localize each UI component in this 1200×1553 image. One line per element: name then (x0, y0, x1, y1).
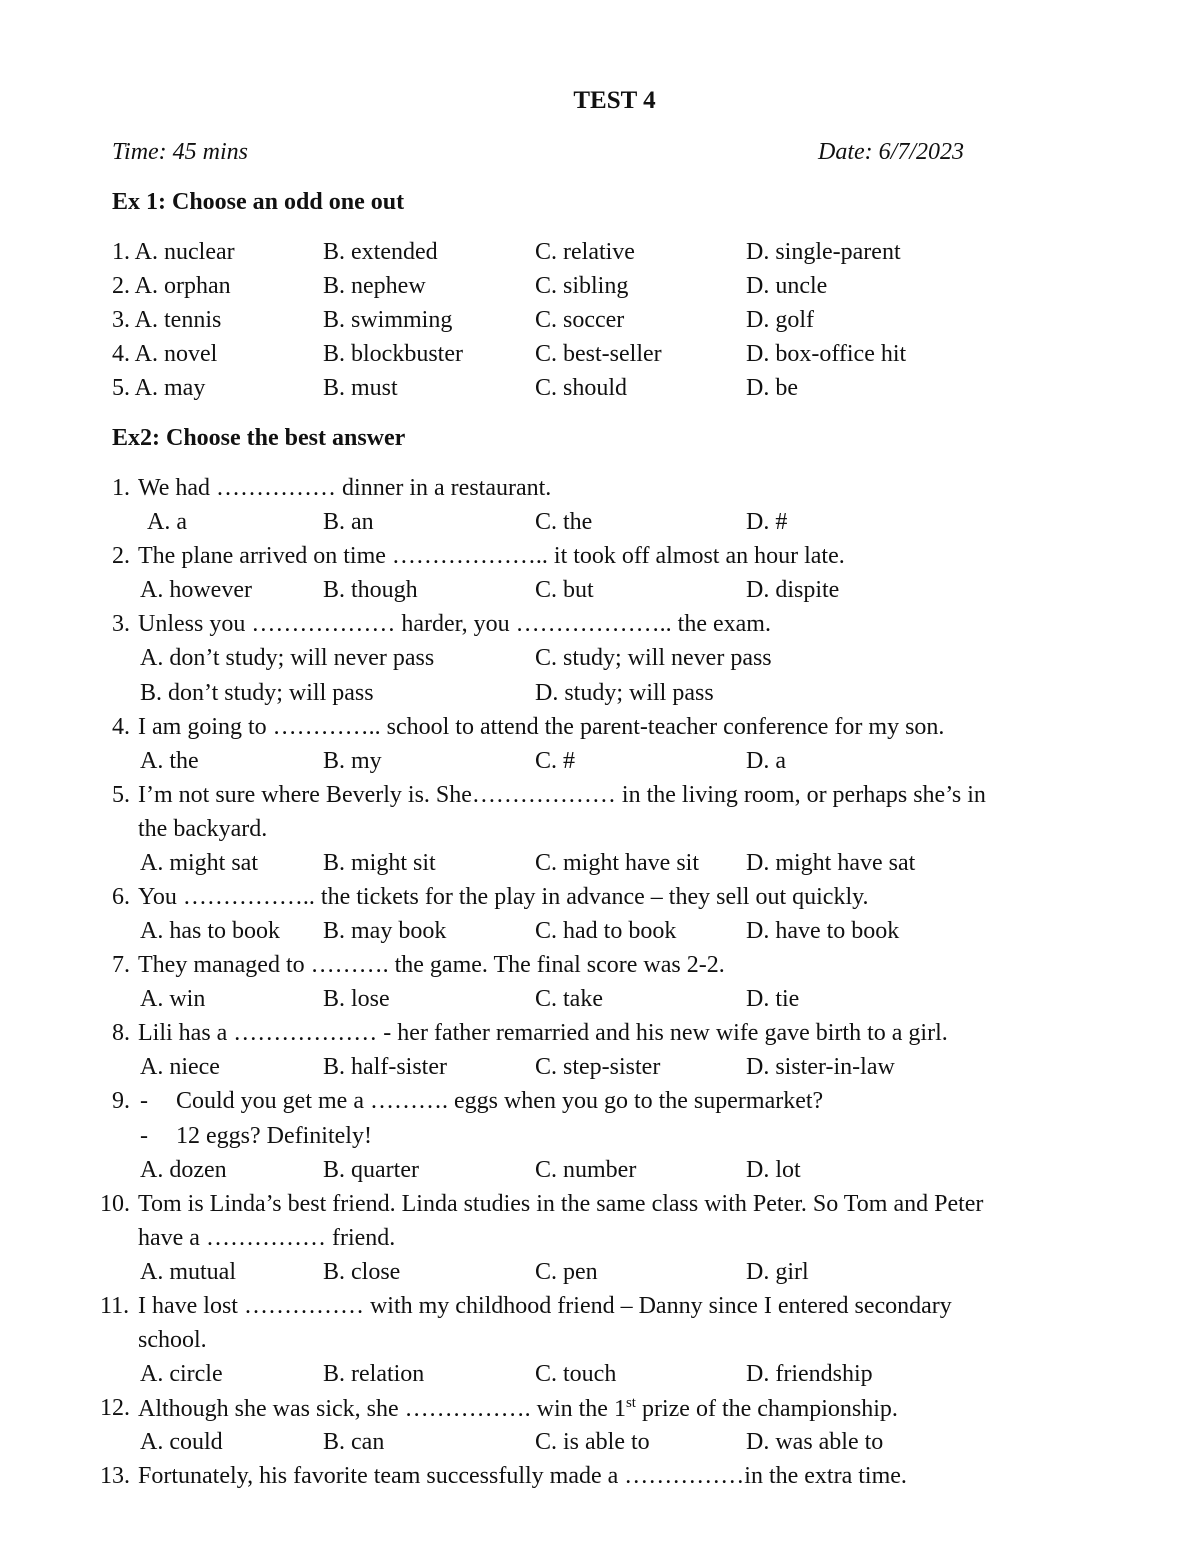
ex1-option: B. swimming (323, 307, 453, 333)
question-text: Could you get me a ………. eggs when you go to the supermarket? (176, 1088, 824, 1114)
question-text: Lili has a ……………… - her father remarried and his new wife gave birth to a girl. (138, 1020, 948, 1046)
answer-option: B. relation (323, 1361, 425, 1387)
answer-option: D. study; will pass (535, 680, 714, 706)
answer-option: C. take (535, 986, 603, 1012)
answer-option: A. niece (140, 1054, 220, 1080)
question-text: You …………….. the tickets for the play in advance – they sell out quickly. (138, 884, 869, 910)
ex1-option: 2. A. orphan (112, 273, 231, 299)
answer-option: D. dispite (746, 577, 840, 603)
question-text: The plane arrived on time ……………….. it took off almost an hour late. (138, 543, 845, 569)
answer-option: C. step-sister (535, 1054, 661, 1080)
answer-option: A. has to book (140, 918, 280, 944)
question-text (138, 1396, 898, 1421)
answer-option: C. the (535, 509, 593, 535)
question-text: Fortunately, his favorite team successfully made a ……………in the extra time. (138, 1463, 907, 1489)
page-title: TEST 4 (573, 87, 656, 114)
answer-option: C. but (535, 577, 594, 603)
question-number: 2. (112, 543, 130, 569)
dialogue-dash: - (140, 1088, 148, 1114)
ex1-heading: Ex 1: Choose an odd one out (112, 189, 405, 215)
ex1-option: C. soccer (535, 307, 625, 333)
answer-option: D. sister-in-law (746, 1054, 895, 1080)
answer-option: A. don’t study; will never pass (140, 645, 435, 671)
ex1-option: D. uncle (746, 273, 828, 299)
question-number: 8. (112, 1020, 130, 1046)
question-number: 7. (112, 952, 130, 978)
answer-option: A. mutual (140, 1259, 236, 1285)
question-number: 1. (112, 475, 130, 501)
answer-option: B. lose (323, 986, 390, 1012)
answer-option: D. have to book (746, 918, 900, 944)
answer-option: B. quarter (323, 1157, 419, 1183)
question-number: 12. (100, 1395, 130, 1421)
question-text: We had …………… dinner in a restaurant. (138, 475, 552, 501)
question-text-continued: 12 eggs? Definitely! (176, 1123, 372, 1149)
answer-option: A. could (140, 1429, 223, 1455)
answer-option: A. a (147, 509, 187, 535)
ex1-option: 3. A. tennis (112, 307, 222, 333)
ex1-option: B. nephew (323, 273, 426, 299)
question-number: 10. (100, 1191, 130, 1217)
ex1-option: D. single-parent (746, 239, 901, 265)
answer-option: D. girl (746, 1259, 809, 1285)
question-text-part: Although she was sick, she ……………. win the 1 (138, 1396, 626, 1422)
answer-option: C. study; will never pass (535, 645, 772, 671)
ex1-option: 1. A. nuclear (112, 239, 235, 265)
ex1-option: 4. A. novel (112, 341, 218, 367)
answer-option: D. lot (746, 1157, 801, 1183)
ex1-option: D. be (746, 375, 798, 401)
answer-option: B. close (323, 1259, 401, 1285)
answer-option: C. # (535, 748, 576, 774)
answer-option: B. might sit (323, 850, 436, 876)
ex1-option: D. box-office hit (746, 341, 907, 367)
answer-option: C. number (535, 1157, 637, 1183)
answer-option: C. is able to (535, 1429, 650, 1455)
ex1-option: C. relative (535, 239, 635, 265)
date-label: Date: 6/7/2023 (818, 139, 964, 165)
question-number: 11. (100, 1293, 130, 1319)
question-number: 4. (112, 714, 130, 740)
question-number: 5. (112, 782, 130, 808)
ex1-option: D. golf (746, 307, 814, 333)
answer-option: B. half-sister (323, 1054, 447, 1080)
answer-option: B. my (323, 748, 382, 774)
question-text: I have lost …………… with my childhood friend – Danny since I entered secondary (138, 1293, 952, 1319)
dialogue-dash: - (140, 1123, 148, 1149)
question-text-part: prize of the championship. (635, 1396, 898, 1422)
answer-option: C. pen (535, 1259, 598, 1285)
answer-option: D. was able to (746, 1429, 884, 1455)
answer-option: B. don’t study; will pass (140, 680, 374, 706)
ex1-option: 5. A. may (112, 375, 206, 401)
answer-option: B. an (323, 509, 374, 535)
answer-option: C. might have sit (535, 850, 699, 876)
question-number: 9. (112, 1088, 130, 1114)
question-text: Tom is Linda’s best friend. Linda studies in the same class with Peter. So Tom and Peter (138, 1191, 984, 1217)
answer-option: D. friendship (746, 1361, 873, 1387)
answer-option: B. though (323, 577, 418, 603)
ordinal-suffix: st (625, 1395, 636, 1411)
answer-option: A. might sat (140, 850, 258, 876)
ex1-option: C. should (535, 375, 628, 401)
ex1-option: B. extended (323, 239, 438, 265)
question-text: I am going to ………….. school to attend the parent-teacher conference for my son. (138, 714, 945, 740)
answer-option: D. might have sat (746, 850, 916, 876)
answer-option: D. # (746, 509, 788, 535)
question-number: 13. (100, 1463, 130, 1489)
time-label: Time: 45 mins (112, 139, 249, 165)
question-text: They managed to ………. the game. The final score was 2-2. (138, 952, 725, 978)
ex1-option: C. best-seller (535, 341, 662, 367)
ex1-option: C. sibling (535, 273, 629, 299)
answer-option: A. circle (140, 1361, 223, 1387)
question-text: Unless you ……………… harder, you ……………….. the exam. (138, 611, 771, 637)
answer-option: A. the (140, 748, 199, 774)
ex1-option: B. blockbuster (323, 341, 463, 367)
answer-option: D. a (746, 748, 786, 774)
answer-option: A. win (140, 986, 206, 1012)
question-number: 3. (112, 611, 130, 637)
answer-option: D. tie (746, 986, 800, 1012)
answer-option: B. may book (323, 918, 447, 944)
ex2-heading: Ex2: Choose the best answer (112, 425, 406, 451)
ex1-option: B. must (323, 375, 398, 401)
question-text-continued: school. (138, 1327, 207, 1353)
question-text: I’m not sure where Beverly is. She……………… in the living room, or perhaps she’s in (138, 782, 986, 808)
question-number: 6. (112, 884, 130, 910)
question-text-continued: the backyard. (138, 816, 268, 842)
question-text-continued: have a …………… friend. (138, 1225, 396, 1251)
answer-option: A. dozen (140, 1157, 227, 1183)
answer-option: B. can (323, 1429, 385, 1455)
answer-option: C. had to book (535, 918, 677, 944)
answer-option: C. touch (535, 1361, 617, 1387)
answer-option: A. however (140, 577, 252, 603)
